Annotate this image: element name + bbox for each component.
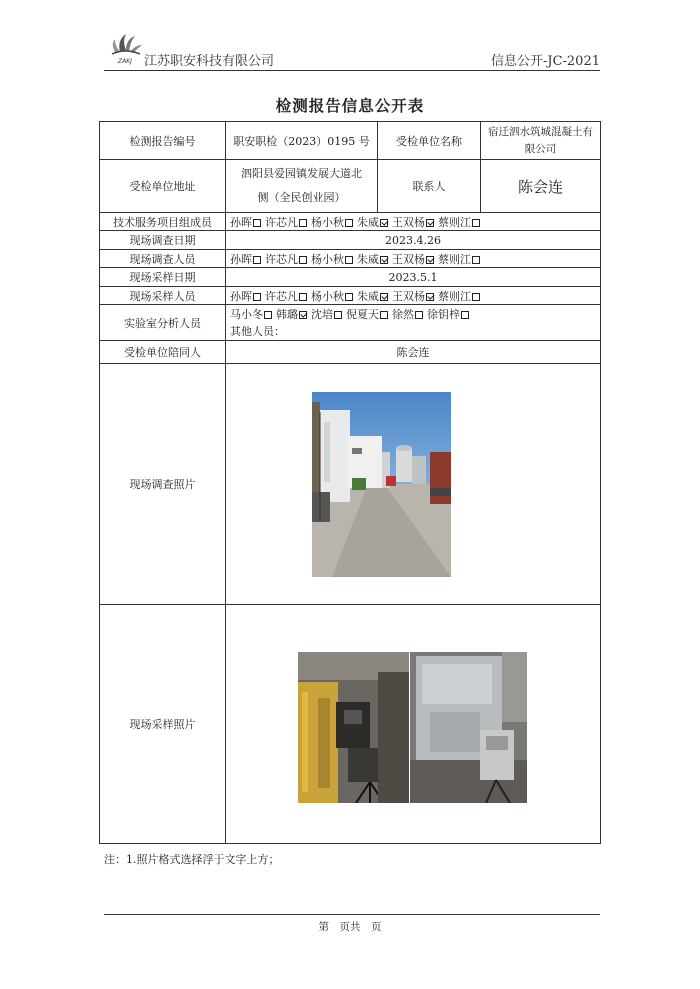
- member-name: 蔡则江: [438, 252, 471, 266]
- unchecked-box-icon[interactable]: [334, 311, 342, 319]
- svg-text:ZAKJ: ZAKJ: [118, 58, 132, 65]
- unchecked-box-icon[interactable]: [264, 311, 272, 319]
- member-name: 徐然: [392, 307, 414, 321]
- lab-cell: [226, 305, 601, 341]
- client-name-value: 宿迁泗水筑城混凝土有限公司: [481, 122, 601, 160]
- row-address: [100, 160, 601, 213]
- report-no-label: 检测报告编号: [100, 122, 226, 160]
- member-name: 杨小秋: [311, 289, 344, 303]
- sampler-label: 现场采样人员: [100, 287, 226, 305]
- surveyor-members: [226, 250, 601, 268]
- unchecked-box-icon[interactable]: [415, 311, 423, 319]
- member-name: 许芯凡: [265, 289, 298, 303]
- member-name: 王双杨: [392, 215, 425, 229]
- sampler-members: [226, 287, 601, 305]
- checked-box-icon[interactable]: [380, 293, 388, 301]
- surveyor-label: 现场调查人员: [100, 250, 226, 268]
- checked-box-icon[interactable]: [380, 256, 388, 264]
- lab-label: 实验室分析人员: [100, 305, 226, 341]
- unchecked-box-icon[interactable]: [345, 256, 353, 264]
- unchecked-box-icon[interactable]: [345, 293, 353, 301]
- member-name: 孙晖: [230, 252, 252, 266]
- company-logo-icon: [106, 30, 144, 66]
- company-name: 江苏职安科技有限公司: [144, 54, 275, 69]
- page-number: 第 页共 页: [318, 921, 382, 933]
- checked-box-icon[interactable]: [299, 311, 307, 319]
- member-name: 朱威: [357, 252, 379, 266]
- row-sampling-date: [100, 268, 601, 287]
- member-name: 韩璐: [276, 307, 298, 321]
- survey-date-value: 2023.4.26: [226, 231, 601, 250]
- unchecked-box-icon[interactable]: [461, 311, 469, 319]
- unchecked-box-icon[interactable]: [253, 256, 261, 264]
- member-name: 徐钥梓: [427, 307, 460, 321]
- lab-members: [230, 306, 596, 323]
- row-escort: [100, 341, 601, 364]
- unchecked-box-icon[interactable]: [299, 293, 307, 301]
- address-label: 受检单位地址: [100, 160, 226, 213]
- page-header: [104, 36, 600, 71]
- unchecked-box-icon[interactable]: [253, 293, 261, 301]
- survey-photo-label: 现场调查照片: [100, 364, 226, 605]
- sampling-photo-2: [410, 652, 527, 803]
- contact-value: 陈会连: [481, 160, 601, 213]
- unchecked-box-icon[interactable]: [299, 256, 307, 264]
- client-name-label: 受检单位名称: [378, 122, 481, 160]
- row-survey-date: [100, 231, 601, 250]
- footer-divider: [104, 914, 600, 915]
- unchecked-box-icon[interactable]: [253, 219, 261, 227]
- checked-box-icon[interactable]: [426, 256, 434, 264]
- report-no-value: 职安职检（2023）0195 号: [226, 122, 378, 160]
- escort-label: 受检单位陪同人: [100, 341, 226, 364]
- member-name: 朱威: [357, 289, 379, 303]
- sampling-photo-label: 现场采样照片: [100, 605, 226, 844]
- unchecked-box-icon[interactable]: [345, 219, 353, 227]
- document-code: 信息公开-JC-2021: [490, 54, 600, 69]
- page-title: 检测报告信息公开表: [275, 96, 425, 115]
- sampling-photo-cell: [226, 605, 601, 844]
- member-name: 沈培: [311, 307, 333, 321]
- row-team: [100, 213, 601, 231]
- member-name: 朱威: [357, 215, 379, 229]
- report-info-table: [99, 121, 601, 844]
- row-report-no: [100, 122, 601, 160]
- checked-box-icon[interactable]: [426, 293, 434, 301]
- unchecked-box-icon[interactable]: [299, 219, 307, 227]
- lab-other-label: 其他人员：: [230, 324, 285, 338]
- survey-photo-cell: [226, 364, 601, 605]
- checked-box-icon[interactable]: [380, 219, 388, 227]
- member-name: 马小冬: [230, 307, 263, 321]
- row-sampler: [100, 287, 601, 305]
- survey-date-label: 现场调查日期: [100, 231, 226, 250]
- sampling-date-value: 2023.5.1: [226, 268, 601, 287]
- address-value: 泗阳县爱园镇发展大道北侧（全民创业园）: [226, 160, 378, 213]
- footnote: 注：1.照片格式选择浮于文字上方；: [104, 853, 280, 866]
- team-members: [226, 213, 601, 231]
- row-surveyor: [100, 250, 601, 268]
- row-sampling-photo: [100, 605, 601, 844]
- survey-photo: [312, 392, 451, 577]
- team-label: 技术服务项目组成员: [100, 213, 226, 231]
- sampling-date-label: 现场采样日期: [100, 268, 226, 287]
- member-name: 蔡则江: [438, 289, 471, 303]
- row-survey-photo: [100, 364, 601, 605]
- member-name: 许芯凡: [265, 215, 298, 229]
- contact-label: 联系人: [378, 160, 481, 213]
- row-lab: [100, 305, 601, 341]
- sampling-photo-1: [298, 652, 409, 803]
- unchecked-box-icon[interactable]: [380, 311, 388, 319]
- member-name: 倪夏天: [346, 307, 379, 321]
- member-name: 杨小秋: [311, 215, 344, 229]
- unchecked-box-icon[interactable]: [472, 293, 480, 301]
- member-name: 杨小秋: [311, 252, 344, 266]
- member-name: 许芯凡: [265, 252, 298, 266]
- escort-value: 陈会连: [226, 341, 601, 364]
- unchecked-box-icon[interactable]: [472, 219, 480, 227]
- checked-box-icon[interactable]: [426, 219, 434, 227]
- member-name: 王双杨: [392, 252, 425, 266]
- unchecked-box-icon[interactable]: [472, 256, 480, 264]
- member-name: 蔡则江: [438, 215, 471, 229]
- member-name: 孙晖: [230, 215, 252, 229]
- member-name: 孙晖: [230, 289, 252, 303]
- member-name: 王双杨: [392, 289, 425, 303]
